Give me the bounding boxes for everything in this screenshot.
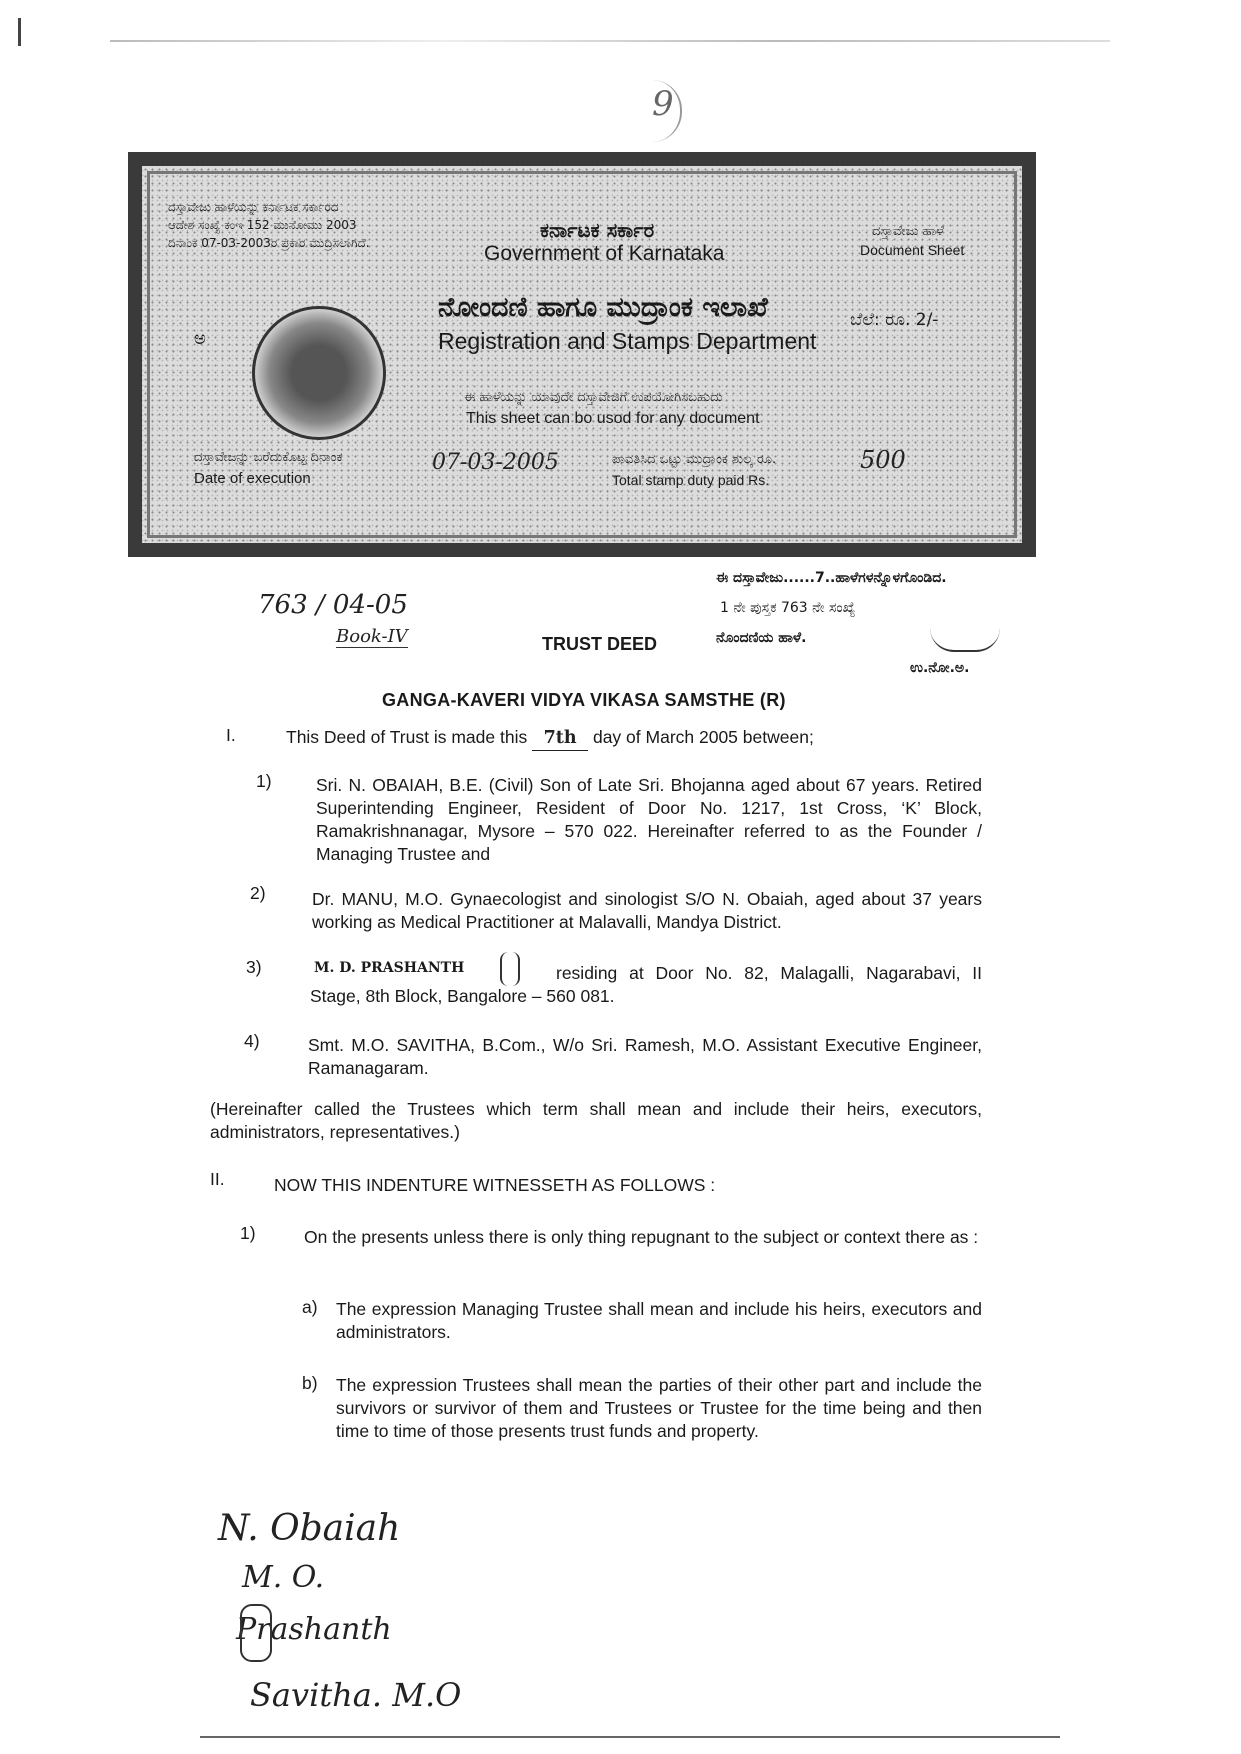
sheet-price: ಬೆಲೆ: ರೂ. 2/- [850,310,939,330]
page-number-bracket [640,80,682,142]
party3-name: M. D. PRASHANTH [314,960,465,976]
signature-3: Prashanth [236,1612,392,1647]
doc-sheet-english: Document Sheet [860,242,965,258]
party4-number: 4) [244,1031,260,1051]
usage-english: This sheet can bo usod for any document [466,410,760,427]
section2-number: II. [210,1169,225,1189]
execution-label-english: Date of execution [194,470,311,487]
section2-heading: NOW THIS INDENTURE WITNESSETH AS FOLLOWS : [274,1175,716,1195]
stamp-duty-amount: 500 [860,446,906,474]
deed-subtitle: GANGA-KAVERI VIDYA VIKASA SAMSTHE (R) [382,690,786,710]
party1-text: Sri. N. OBAIAH, B.E. (Civil) Son of Late Sri. Bhojanna aged about 67 years. Retired Superintending Engineer, Resident of Door No. 1217, 1st Cross, ‘K’ Block, Ramakrishnanagar, Mysore – 570 022. Hereinafter referred to as the Founder / Managing Trustee and [316,775,982,864]
scan-bottom-line [200,1736,1060,1738]
dept-kannada-title: ನೋಂದಣಿ ಹಾಗೂ ಮುದ್ರಾಂಕ ಇಲಾಖೆ [438,292,768,323]
state-emblem-seal [252,306,386,440]
execution-label-kannada: ದಸ್ತಾವೇಜನ್ನು ಬರೆದುಕೊಟ್ಟ ದಿನಾಂಕ [194,450,343,465]
sub-a-number: a) [302,1297,318,1317]
stamp-notice-line1: ದಸ್ತಾವೇಜು ಹಾಳೆಯನ್ನು ಕರ್ನಾಟಕ ಸರ್ಕಾರದ [168,200,339,214]
left-mark: ಅ [194,328,206,349]
trustees-note: (Hereinafter called the Trustees which term shall mean and include their heirs, executors, administrators, representatives.) [210,1099,982,1142]
party4-text: Smt. M.O. SAVITHA, B.Com., W/o Sri. Ramesh, M.O. Assistant Executive Engineer, Ramanagaram. [308,1035,982,1078]
section1-day: 7th [532,727,588,751]
stamp-duty-label-english: Total stamp duty paid Rs. [612,472,770,488]
section1-pre: This Deed of Trust is made this [286,727,528,747]
office-seal-line4: ಉ.ನೋ.ಅ. [910,660,970,676]
stamp-notice-line2: ಆದೇಶ ಸಂಖ್ಯೆ ಕಂಇ 152 ಮುನೋಮು 2003 [168,218,357,232]
govt-english-title: Government of Karnataka [484,242,725,265]
stamp-duty-label-kannada: ಪಾವತಿಸಿದ ಒಟ್ಟು ಮುದ್ರಾಂಕ ಶುಲ್ಕ ರೂ. [612,452,777,467]
usage-kannada: ಈ ಹಾಳೆಯನ್ನು ಯಾವುದೇ ದಸ್ತಾವೇಜಿಗೆ ಉಪಯೋಗಿಸಬಹುದು [464,390,723,405]
sub-a-text: The expression Managing Trustee shall mean and include his heirs, executors and administrators. [336,1299,982,1342]
section1-number: I. [226,725,236,745]
deed-title: TRUST DEED [542,634,658,654]
party2-text: Dr. MANU, M.O. Gynaecologist and sinologist S/O N. Obaiah, aged about 37 years working as Medical Practitioner at Malavalli, Mandya District. [312,889,982,932]
section1-sentence [286,726,814,751]
execution-date: 07-03-2005 [432,450,559,475]
clause1-text: On the presents unless there is only thing repugnant to the subject or context there as : [304,1227,979,1247]
office-seal-signature [930,628,1000,652]
section1-post: day of March 2005 between; [592,727,814,747]
signature-2: M. O. [242,1560,325,1595]
stamp-paper-header [128,152,1036,557]
stamp-notice-line3: ದಿನಾಂಕ 07-03-2003ರ ಪ್ರಕಾರ ಮುದ್ರಿಸಲಾಗಿದೆ. [168,236,370,250]
clause1-number: 1) [240,1223,256,1243]
book-number: Book-IV [336,626,408,647]
signature-1: N. Obaiah [218,1508,401,1549]
scan-left-mark [18,18,21,46]
doc-sheet-kannada: ದಸ್ತಾವೇಜು ಹಾಳೆ [872,224,944,239]
signature-3-scribble [240,1604,272,1662]
party2-number: 2) [250,883,266,903]
office-seal-line3: ನೊಂದಣಿಯ ಹಾಳೆ. [716,630,807,646]
office-seal-line1: ಈ ದಸ್ತಾವೇಜು......7..ಹಾಳೆಗಳನ್ನೊಳಗೊಂಡಿದ. [716,570,947,586]
office-seal-line2: 1 ನೇ ಪುಸ್ತಕ 763 ನೇ ಸಂಖ್ಯೆ [720,600,856,616]
scan-top-line [110,40,1110,42]
party3-number: 3) [246,957,262,977]
sub-b-text: The expression Trustees shall mean the parties of their other part and include the survivors or survivor of them and Trustees or Trustee for the time being and then time to time of those presents trust funds and property. [336,1375,982,1441]
party3-text: residing at Door No. 82, Malagalli, Nagarabavi, II Stage, 8th Block, Bangalore – 560 081. [310,963,982,1006]
registration-number: 763 / 04-05 [258,590,408,620]
govt-kannada-title: ಕರ್ನಾಟಕ ಸರ್ಕಾರ [540,218,655,242]
party1-number: 1) [256,771,272,791]
sub-b-number: b) [302,1373,318,1393]
signature-4: Savitha. M.O [250,1676,462,1714]
dept-english-title: Registration and Stamps Department [438,328,817,354]
page-number-mark: 9 [652,84,674,124]
